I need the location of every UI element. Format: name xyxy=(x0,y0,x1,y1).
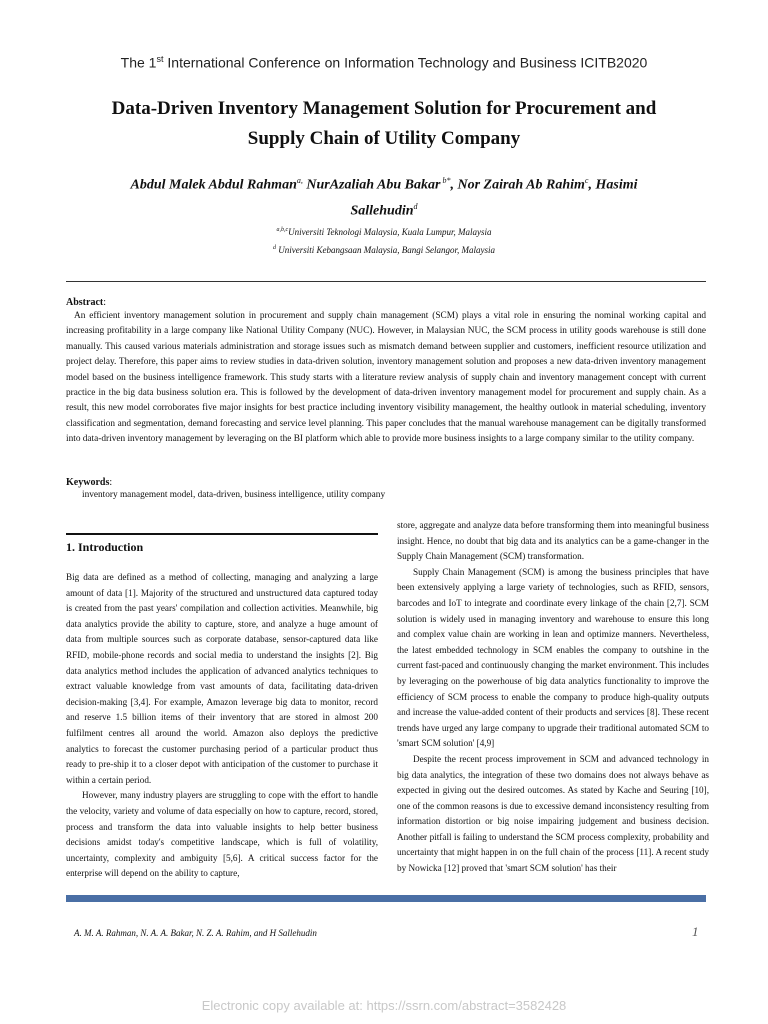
affiliation-2-text: Universiti Kebangsaan Malaysia, Bangi Selangor, Malaysia xyxy=(276,245,495,255)
keywords-label-text: Keywords xyxy=(66,477,110,488)
paper-title xyxy=(60,94,708,154)
left-column xyxy=(66,570,378,882)
title-line-1: Data-Driven Inventory Management Solution for Procurement and xyxy=(111,98,657,119)
ssrn-watermark: Electronic copy available at: https://ssrn.com/abstract=3582428 xyxy=(201,998,567,1013)
author-2: NurAzaliah Abu Bakar xyxy=(302,177,441,193)
author-4-line2: Sallehudin xyxy=(350,203,414,219)
right-column xyxy=(397,518,709,877)
conference-header xyxy=(0,54,768,71)
paragraph: Despite the recent process improvement in SCM and advanced technology in big data analytics, the integration of these two domains does not always behave as expected in giving out the desired outcomes. As stated by Kache and Seuring [10], one of the common reasons is due to excessive demand inconsistency resulting from information distortion or big noise impairing judgement and business decision. Another pitfall is failing to understand the SCM process complexity, probability and uncertainty that might happen in on the full chain of the process [11]. A recent study by Nowicka [12] proved that 'smart SCM solution' has their xyxy=(397,753,709,874)
footer-accent-bar xyxy=(66,895,706,902)
affiliation-1-text: Universiti Teknologi Malaysia, Kuala Lumpur, Malaysia xyxy=(288,227,492,237)
author-4: , Hasimi xyxy=(588,177,638,193)
conf-prefix: The 1 xyxy=(120,54,157,71)
header-divider xyxy=(66,281,706,282)
author-2-sup: b* xyxy=(440,176,451,185)
author-1: Abdul Malek Abdul Rahman xyxy=(130,177,297,193)
paragraph: Big data are defined as a method of collecting, managing and analyzing a large amount of data [1]. Majority of the structured and unstructured data captured today is created from the past years' compilation and collection activities. Meanwhile, big data analytics provide the ability to capture, store, and analyze a huge amount of data from multiple sources such as corporate database, sensor-captured data like RFID, mobile-phone records and social media to understand the insights [2]. Big data analytics method includes the application of advanced analytics techniques to extract valuable knowledge from vast amounts of data, facilitating data-driven decision-making [3,4]. For example, Amazon leverage big data to monitor, record and reserve 1.5 billion items of their inventory that are stored in almost 200 fulfilment centres all around the world. Amazon also deploys the predictive analytics to forecast the customer purchasing period of a particular product thus ready to pre-ship it to a closer depot with anticipation of the customer to purchase it within a certain period. xyxy=(66,572,378,785)
keywords-label xyxy=(66,477,112,488)
footer-authors: A. M. A. Rahman, N. A. A. Bakar, N. Z. A. Rahim, and H Sallehudin xyxy=(74,928,317,938)
affiliation-2-sup: d xyxy=(273,245,276,251)
paragraph: store, aggregate and analyze data before transforming them into meaningful business insight. Hence, no doubt that big data and its analytics can be a game-changer in the Supply Chain Management (SCM) transformation. xyxy=(397,520,710,562)
page-number: 1 xyxy=(692,924,699,939)
section-heading: 1. Introduction xyxy=(66,540,144,554)
paragraph: Supply Chain Management (SCM) is among the business principles that have been extensively applying a large variety of technologies, such as RFID, sensors, barcodes and IoT to integrate and coordinate every linkage of the chain [2,7]. SCM solution is widely used in managing inventory and warehouse to ensure this long and complex value chain are working in lean and optimize manners. Nevertheless, the latest embedded technology in SCM enables the company to outshine in the current fast-paced and continuously changing the market environment. This includes by leveraging on the powerhouse of big data analytics functionality to improve the efficiency of SCM process to enable the company to produce high-quality outputs and increase the value-added content of their products and services [8]. These recent trends have urged any large company to upgrade their traditional automated SCM to 'smart SCM solution' [4,9] xyxy=(397,566,709,749)
title-line-2: Supply Chain of Utility Company xyxy=(247,128,521,149)
keywords-colon: : xyxy=(109,477,113,488)
conf-ordinal: st xyxy=(156,54,164,64)
abstract-colon: : xyxy=(103,297,106,308)
abstract-label-text: Abstract xyxy=(66,297,104,308)
author-list xyxy=(70,170,698,221)
author-3-sup: c xyxy=(584,176,589,185)
author-1-sup: a, xyxy=(296,176,303,185)
affiliations xyxy=(0,222,768,258)
keywords-text: inventory management model, data-driven, business intelligence, utility company xyxy=(82,490,386,500)
affiliation-1 xyxy=(0,222,768,240)
abstract-text: An efficient inventory management solution in procurement and supply chain management (SCM) plays a vital role in ensuring the nominal working capital and increasing profitability in a large company like National Utility Company (NUC). However, in Malaysian NUC, the SCM process in utility goods warehouse is still done manually. This caused various materials administration and storage issues such as mismatch demand between supplier and customers, inefficient resource utilization and project delay. Therefore, this paper aims to review studies in data-driven solution, inventory management solution and proposes a new data-driven inventory management model based on the business intelligence framework. This study starts with a literature review analysis of supply chain and inventory management concept with current practice in the big data business solution era. This is followed by the development of data-driven inventory management model for procurement and supply chain. As a result, this new model corroborates five major insights for best practice including inventory visibility management, the healthy outlook in material scheduling, inventory classification and segmentation, demand forecasting and service level planning. This paper concludes that the manual warehouse management can be digitally transformed into data-driven inventory management by leveraging on the BI platform which able to provide more business insights to a large company similar to the utility company. xyxy=(66,311,706,445)
abstract-label xyxy=(66,297,106,308)
section-divider xyxy=(66,533,378,535)
author-4-sup: d xyxy=(413,201,418,211)
conf-name: International Conference on Information Technology and Business ICITB2020 xyxy=(163,54,648,71)
paragraph: However, many industry players are struggling to cope with the effort to handle the velocity, variety and volume of data especially on how to capture, record, stored, process and transform the data into valuable insights to help better business decisions amidst today's competitive landscape, which is full of volatility, uncertainty, complexity and ambiguity [5,6]. A critical success factor for the enterprise will depend on the ability to capture, xyxy=(66,790,378,879)
affiliation-1-sup: a,b,c xyxy=(276,227,289,233)
affiliation-2 xyxy=(0,240,768,258)
author-3: , Nor Zairah Ab Rahim xyxy=(450,177,585,193)
